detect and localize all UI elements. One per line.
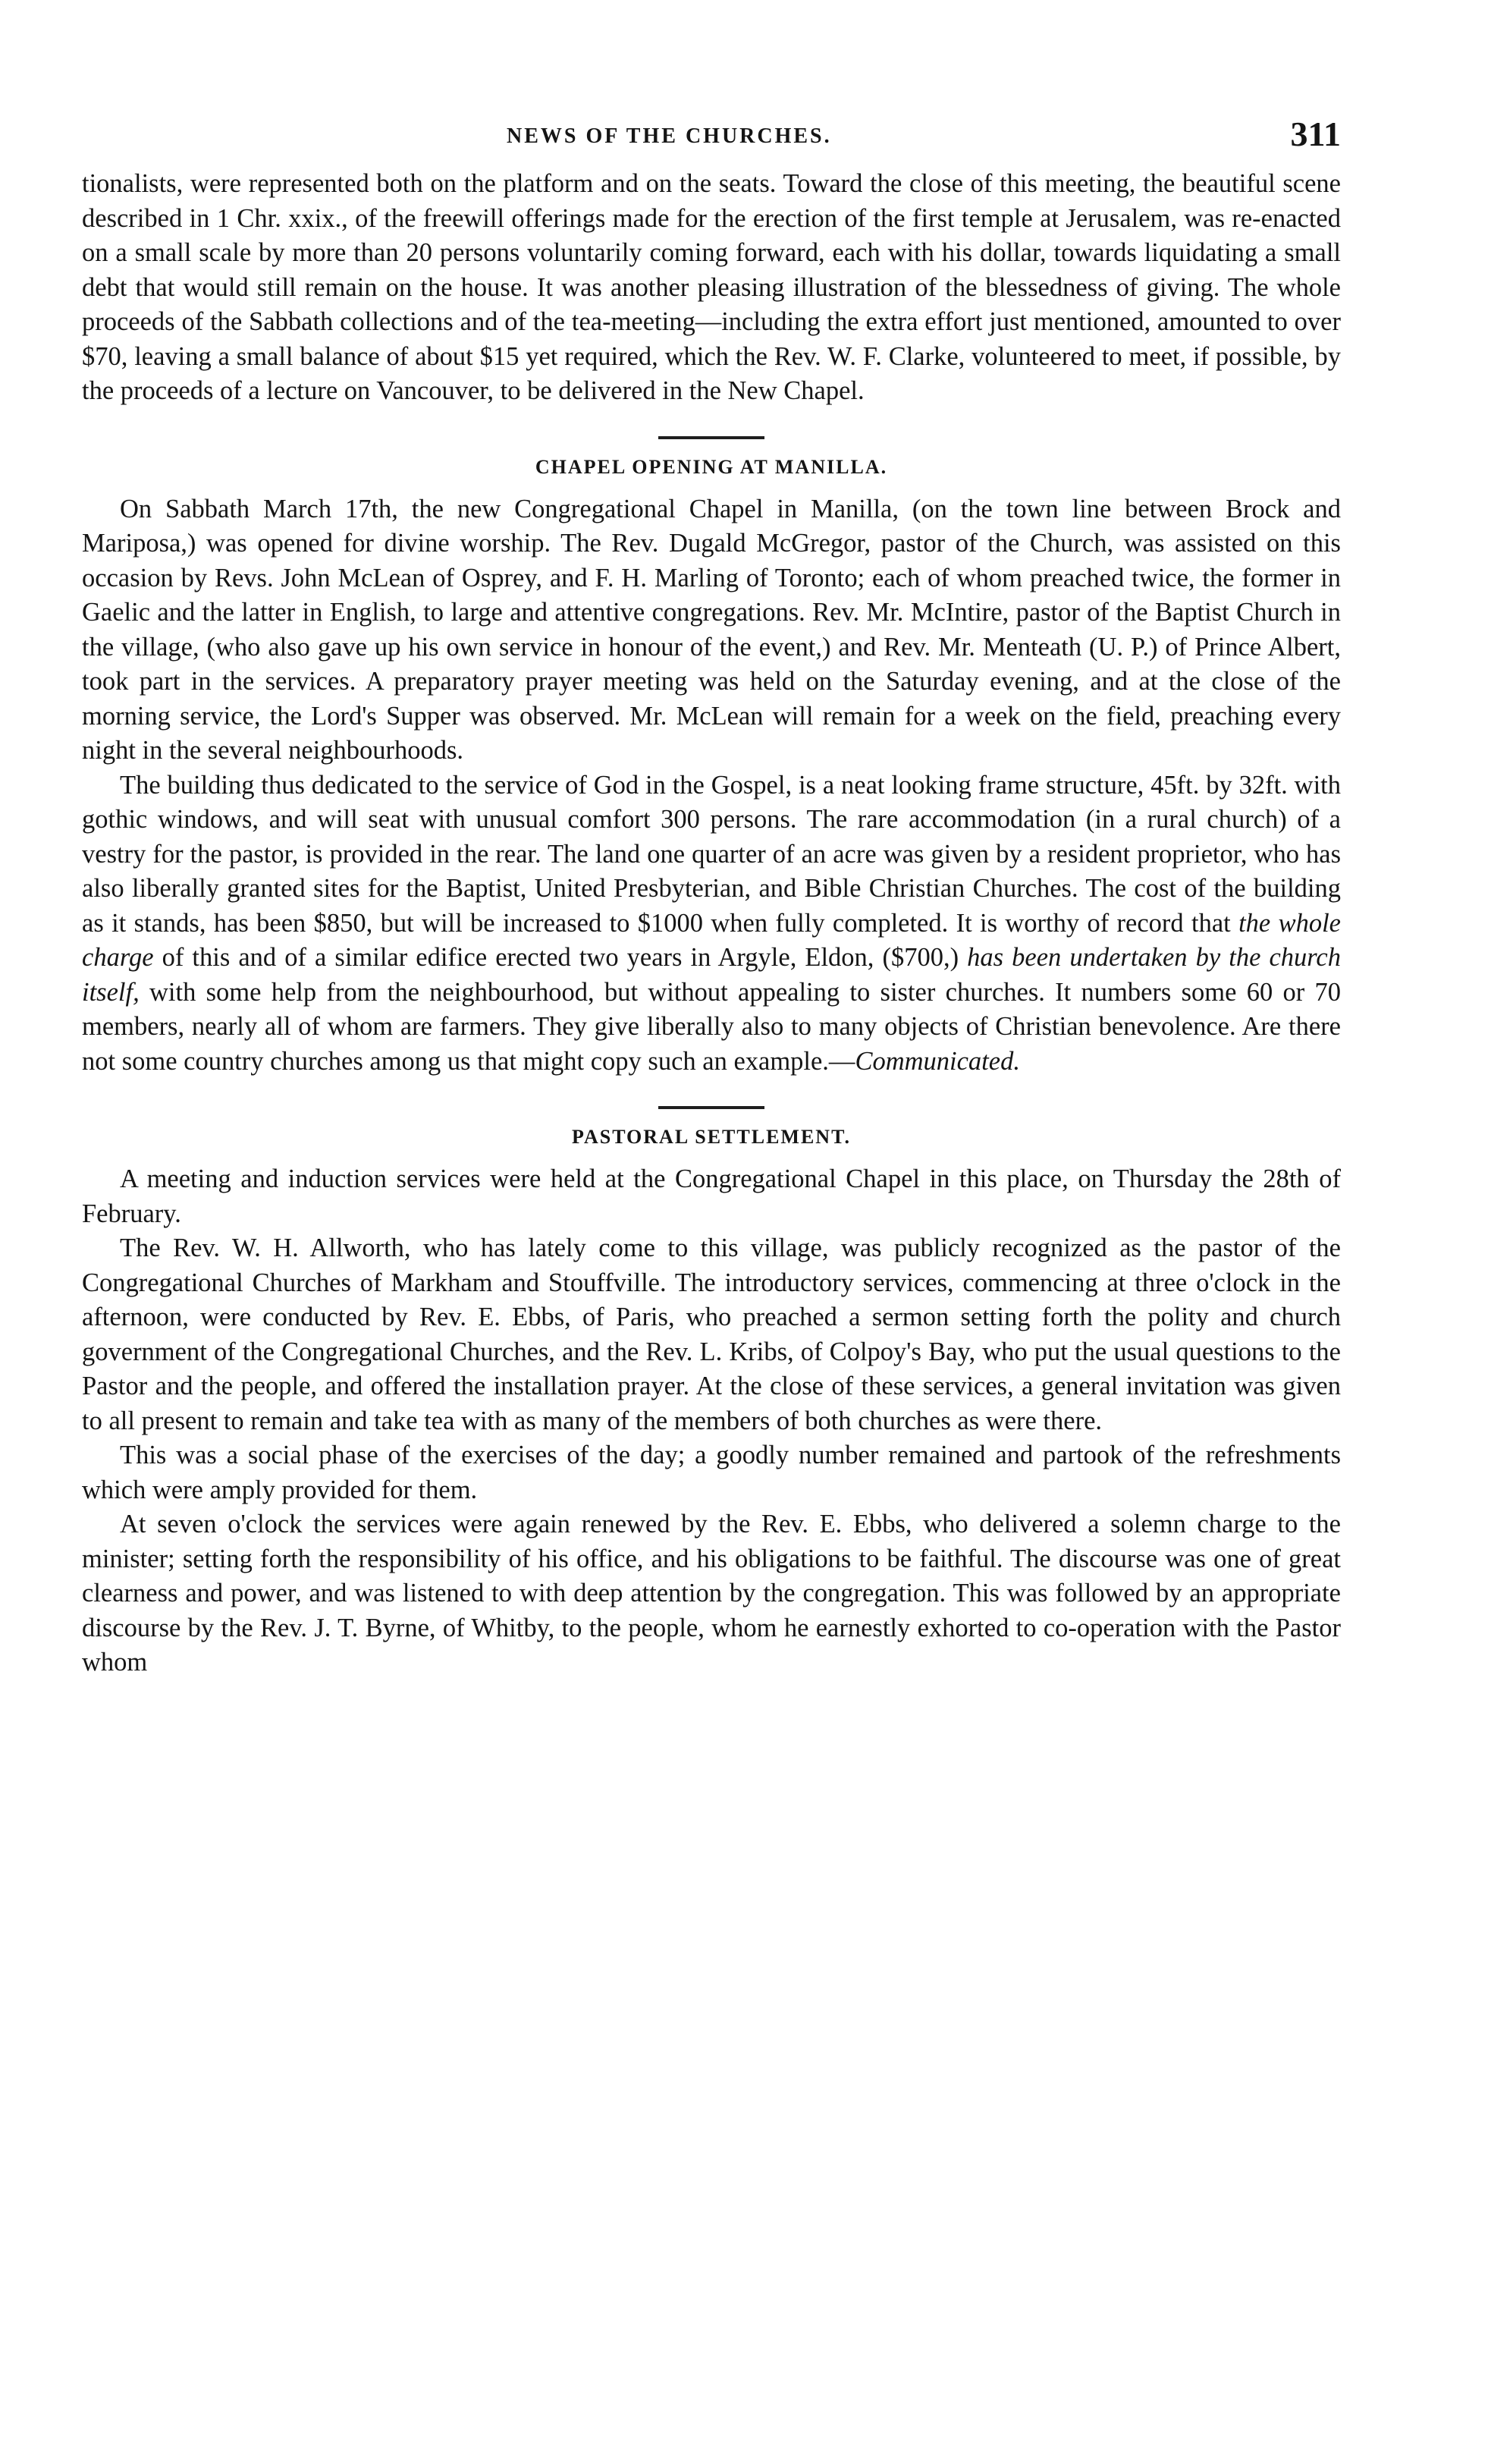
section-divider bbox=[658, 436, 764, 439]
text-run: The building thus dedicated to the service of God in the Gospel, is a neat looking frame structure, 45ft. by 32ft. with gothic windows, and will seat with unusual comfort 300 persons. The rare accommodation (in a rural church) of a vestry for the pastor, is provided in the rear. The land one quarter of an acre was given by a resident proprietor, who has also liberally granted sites for the Baptist, United Presbyterian, and Bible Christian Churches. The cost of the building as it stands, has been $850, but will be increased to $1000 when fully completed. It is worthy of record that bbox=[82, 770, 1341, 938]
section-divider bbox=[658, 1106, 764, 1109]
italic-run: Communicated. bbox=[855, 1046, 1020, 1076]
chapel-opening-paragraph-2 bbox=[82, 768, 1341, 1080]
running-header-title: NEWS OF THE CHURCHES. bbox=[507, 124, 832, 148]
italic-run: has been undertaken by the church itself, bbox=[82, 943, 1341, 1007]
italic-run: the whole charge bbox=[82, 908, 1341, 972]
running-header bbox=[82, 114, 1341, 167]
chapel-opening-paragraph-1: On Sabbath March 17th, the new Congregational Chapel in Manilla, (on the town line between Brock and Mariposa,) was opened for divine worship. The Rev. Dugald McGregor, pastor of the Church, was assisted on this occasion by Revs. John McLean of Osprey, and F. H. Marling of Toronto; each of whom preached twice, the former in Gaelic and the latter in English, to large and attentive congregations. Rev. Mr. McIntire, pastor of the Baptist Church in the village, (who also gave up his own service in honour of the event,) and Rev. Mr. Menteath (U. P.) of Prince Albert, took part in the services. A preparatory prayer meeting was held on the Saturday evening, and at the close of the morning service, the Lord's Supper was observed. Mr. McLean will remain for a week on the field, preaching every night in the several neighbourhoods. bbox=[82, 494, 1341, 765]
pastoral-paragraph-1: A meeting and induction services were held at the Congregational Chapel in this place, on Thursday the 28th of February. bbox=[82, 1164, 1341, 1228]
text-run: with some help from the neighbourhood, but without appealing to sister churches. It numbers some 60 or 70 members, nearly all of whom are farmers. They give liberally also to many objects of Christian benevolence. Are there not some country churches among us that might copy such an example.— bbox=[82, 977, 1341, 1076]
text-run: of this and of a similar edifice erected two years in Argyle, Eldon, ($700,) bbox=[153, 943, 968, 972]
page bbox=[82, 114, 1341, 1680]
pastoral-paragraph-4: At seven o'clock the services were again renewed by the Rev. E. Ebbs, who delivered a solemn charge to the minister; setting forth the responsibility of his office, and his obligations to be faithful. The discourse was one of great clearness and power, and was listened to with deep attention by the congregation. This was followed by an appropriate discourse by the Rev. J. T. Byrne, of Whitby, to the people, whom he earnestly exhorted to co-operation with the Pastor whom bbox=[82, 1510, 1341, 1677]
pastoral-paragraph-2: The Rev. W. H. Allworth, who has lately come to this village, was publicly recognized as the pastor of the Congregational Churches of Markham and Stouffville. The introductory services, commencing at three o'clock in the afternoon, were conducted by Rev. E. Ebbs, of Paris, who preached a sermon setting forth the polity and church government of the Congregational Churches, and the Rev. L. Kribs, of Colpoy's Bay, who put the usual questions to the Pastor and the people, and offered the installation prayer. At the close of these services, a general invitation was given to all present to remain and take tea with as many of the members of both churches as were there. bbox=[82, 1234, 1341, 1435]
pastoral-paragraph-3: This was a social phase of the exercises of the day; a goodly number remained and partook of the refreshments which were amply provided for them. bbox=[82, 1441, 1341, 1504]
section-title-chapel-opening: CHAPEL OPENING AT MANILLA. bbox=[535, 455, 888, 478]
intro-paragraph: tionalists, were represented both on the platform and on the seats. Toward the close of this meeting, the beautiful scene described in 1 Chr. xxix., of the freewill offerings made for the erection of the first temple at Jerusalem, was re-enacted on a small scale by more than 20 persons voluntarily coming forward, each with his dollar, towards liquidating a small debt that would still remain on the house. It was another pleasing illustration of the blessedness of giving. The whole proceeds of the Sabbath collections and of the tea-meeting—including the extra effort just mentioned, amounted to over $70, leaving a small balance of about $15 yet required, which the Rev. W. F. Clarke, volunteered to meet, if possible, by the proceeds of a lecture on Vancouver, to be delivered in the New Chapel. bbox=[82, 169, 1341, 405]
section-title-pastoral-settlement: PASTORAL SETTLEMENT. bbox=[572, 1126, 851, 1148]
page-number: 311 bbox=[1290, 115, 1341, 153]
